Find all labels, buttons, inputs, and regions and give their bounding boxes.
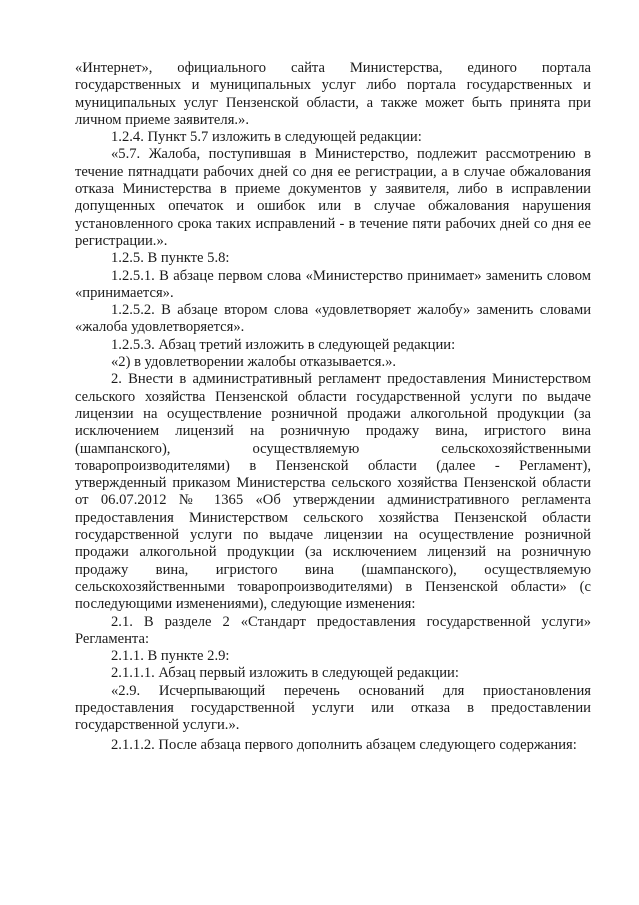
paragraph-1-2-4: 1.2.4. Пункт 5.7 изложить в следующей редакции:	[111, 129, 422, 146]
paragraph-2-1-1-1: 2.1.1.1. Абзац первый изложить в следующей редакции:	[111, 665, 459, 682]
paragraph-1-2-5-3: 1.2.5.3. Абзац третий изложить в следующей редакции:	[111, 336, 456, 353]
paragraph-1-2-5-1: 1.2.5.1. В абзаце первом слова «Министерство принимает» заменить словом «принимается».	[75, 267, 591, 301]
paragraph-1-2-5: 1.2.5. В пункте 5.8:	[111, 250, 230, 267]
document-body	[75, 60, 591, 754]
paragraph-2-1: 2.1. В разделе 2 «Стандарт предоставления государственной услуги» Регламента:	[75, 613, 591, 647]
paragraph-2: 2. Внести в административный регламент предоставления Министерством сельского хозяйства Пензенской области государственной услуги по выдаче лицензии на осуществление розничной продажи алкогольной продукции (за исключением лицензий на розничную продажу вина, игристого вина (шампанского), осуществляемую сельскохозяйственными товаропроизводителями) в Пензенской области (далее - Регламент), утвержденный приказом Министерства сельского хозяйства Пензенской области от 06.07.2012 № 1365 «Об утверждении административного регламента предоставления Министерством сельского хозяйства Пензенской области государственной услуги по выдаче лицензии на осуществление розничной продажи алкогольной продукции (за исключением лицензий на розничную продажу вина, игристого вина (шампанского), осуществляемую сельскохозяйственными товаропроизводителями) в Пензенской области» (с последующими изменениями), следующие изменения:	[75, 371, 591, 613]
paragraph-2-1-1: 2.1.1. В пункте 2.9:	[111, 648, 230, 665]
paragraph-intro-continuation: «Интернет», официального сайта Министерства, единого портала государственных и муниципальных услуг либо портала государственных и муниципальных услуг Пензенской области, а также может быть принята при личном приеме заявителя.».	[75, 60, 591, 128]
paragraph-1-2-5-2: 1.2.5.2. В абзаце втором слова «удовлетворяет жалобу» заменить словами «жалоба удовлетворяется».	[75, 302, 591, 336]
paragraph-2-1-1-2: 2.1.1.2. После абзаца первого дополнить абзацем следующего содержания:	[111, 736, 577, 753]
paragraph-quote-2: «2) в удовлетворении жалобы отказывается.».	[111, 354, 397, 371]
paragraph-2-9-quote: «2.9. Исчерпывающий перечень оснований для приостановления предоставления государственной услуги или отказа в предоставлении государственной услуги.».	[75, 682, 591, 734]
paragraph-5-7-quote: «5.7. Жалоба, поступившая в Министерство, подлежит рассмотрению в течение пятнадцати рабочих дней со дня ее регистрации, а в случае обжалования отказа Министерства в приеме документов у заявителя, либо в исправлении допущенных опечаток и ошибок или в случае обжалования нарушения установленного срока таких исправлений - в течение пяти рабочих дней со дня ее регистрации.».	[75, 146, 591, 249]
